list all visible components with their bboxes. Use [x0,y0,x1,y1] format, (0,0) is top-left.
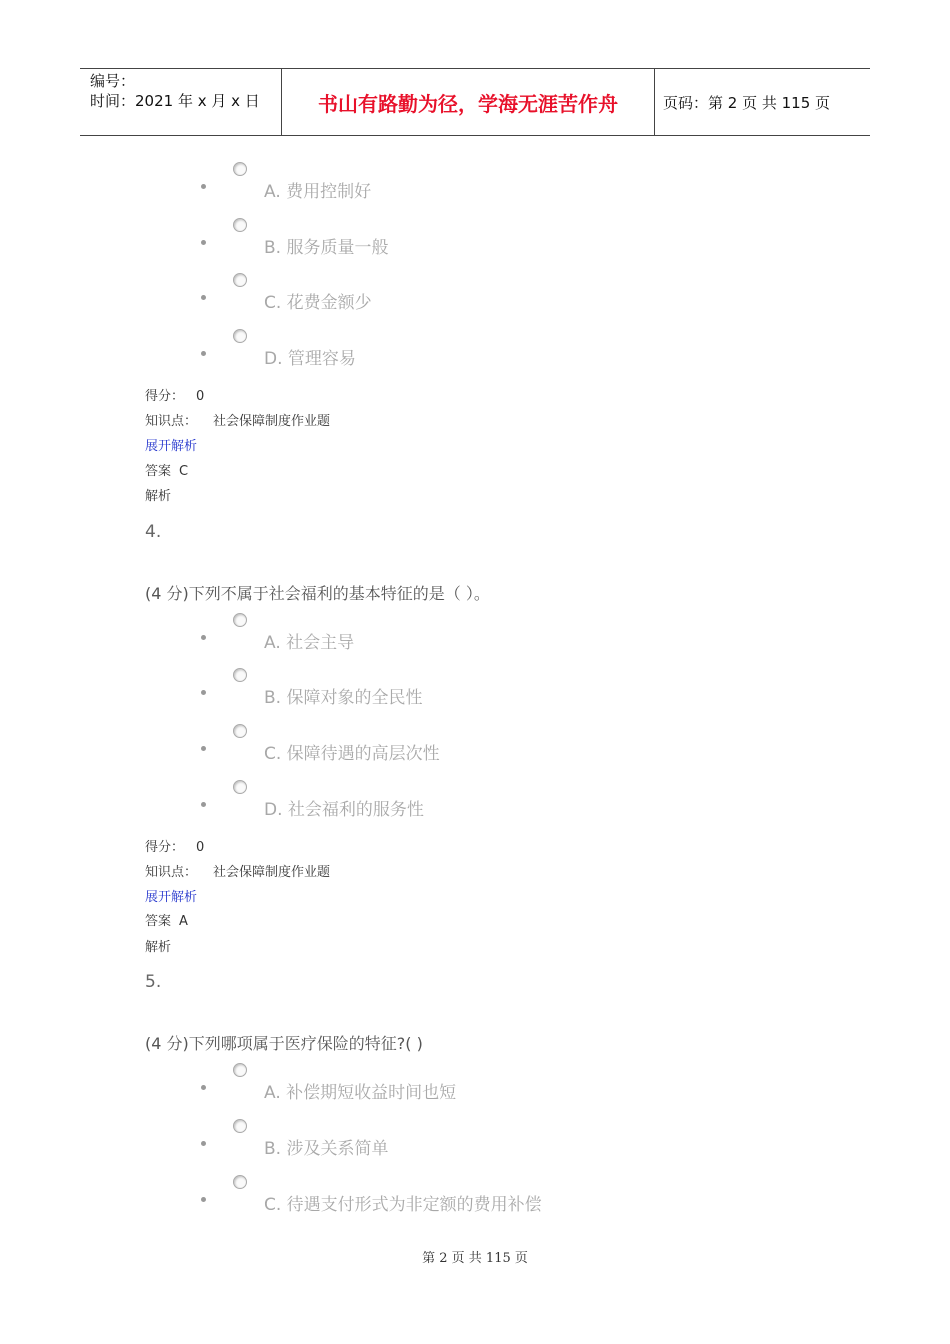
score-value: 0 [196,840,205,855]
question-text: (4 分)下列不属于社会福利的基本特征的是（ ）。 [145,584,490,603]
bullet-icon [201,184,206,189]
bullet-icon [201,351,206,356]
bullet-icon [201,746,206,751]
expand-analysis-link[interactable]: 展开解析 [145,890,198,905]
option-label: A. 社会主导 [264,633,355,653]
radio-button[interactable] [233,1119,247,1133]
time-label: 时间：2021 年 x 月 x 日 [90,92,260,110]
option-label: B. 涉及关系简单 [264,1139,389,1159]
option-item[interactable] [200,273,700,321]
question-number: 4. [145,522,162,542]
page-footer: 第 2 页 共 115 页 [422,1251,528,1266]
question-text: (4 分)下列哪项属于医疗保险的特征?( ) [145,1034,423,1053]
analysis-label: 解析 [145,489,172,504]
answer-row [145,910,188,929]
radio-button[interactable] [233,668,247,682]
option-label: C. 待遇支付形式为非定额的费用补偿 [264,1195,542,1215]
knowledge-label: 知识点： [145,414,198,429]
answer-row [145,460,188,479]
option-item[interactable] [200,1175,700,1223]
bullet-icon [201,635,206,640]
bullet-icon [201,295,206,300]
option-label: A. 费用控制好 [264,182,372,202]
analysis-label: 解析 [145,940,172,955]
option-item[interactable] [200,1063,700,1111]
option-item[interactable] [200,780,700,828]
option-item[interactable] [200,613,700,661]
question-number: 5. [145,972,162,992]
bullet-icon [201,1197,206,1202]
score-label: 得分： [145,389,185,404]
radio-button[interactable] [233,780,247,794]
radio-button[interactable] [233,218,247,232]
answer-value: A [179,914,188,929]
option-label: A. 补偿期短收益时间也短 [264,1083,457,1103]
radio-button[interactable] [233,613,247,627]
knowledge-row [145,861,330,880]
option-item[interactable] [200,162,700,210]
option-item[interactable] [200,724,700,772]
header-motto: 书山有路勤为径，学海无涯苦作舟 [282,69,655,135]
option-label: C. 花费金额少 [264,293,372,313]
score-row [145,836,204,855]
bullet-icon [201,240,206,245]
knowledge-label: 知识点： [145,865,198,880]
option-label: B. 服务质量一般 [264,238,389,258]
option-item[interactable] [200,329,700,377]
knowledge-value: 社会保障制度作业题 [213,865,331,880]
radio-button[interactable] [233,162,247,176]
option-label: B. 保障对象的全民性 [264,688,423,708]
option-item[interactable] [200,1119,700,1167]
expand-analysis-link[interactable]: 展开解析 [145,439,198,454]
radio-button[interactable] [233,1063,247,1077]
radio-button[interactable] [233,329,247,343]
document-header [80,68,870,136]
bullet-icon [201,1085,206,1090]
option-label: D. 管理容易 [264,349,356,369]
answer-label: 答案 [145,464,172,479]
header-meta-cell [80,69,282,135]
answer-label: 答案 [145,914,172,929]
answer-value: C [179,464,189,479]
option-item[interactable] [200,218,700,266]
knowledge-value: 社会保障制度作业题 [213,414,331,429]
score-label: 得分： [145,840,185,855]
option-label: C. 保障待遇的高层次性 [264,744,440,764]
radio-button[interactable] [233,1175,247,1189]
radio-button[interactable] [233,273,247,287]
bullet-icon [201,690,206,695]
option-item[interactable] [200,668,700,716]
bullet-icon [201,802,206,807]
option-label: D. 社会福利的服务性 [264,800,424,820]
radio-button[interactable] [233,724,247,738]
score-row [145,385,204,404]
bullet-icon [201,1141,206,1146]
score-value: 0 [196,389,205,404]
number-label: 编号： [90,72,136,90]
knowledge-row [145,410,330,429]
header-page-label: 页码：第 2 页 共 115 页 [663,93,831,112]
